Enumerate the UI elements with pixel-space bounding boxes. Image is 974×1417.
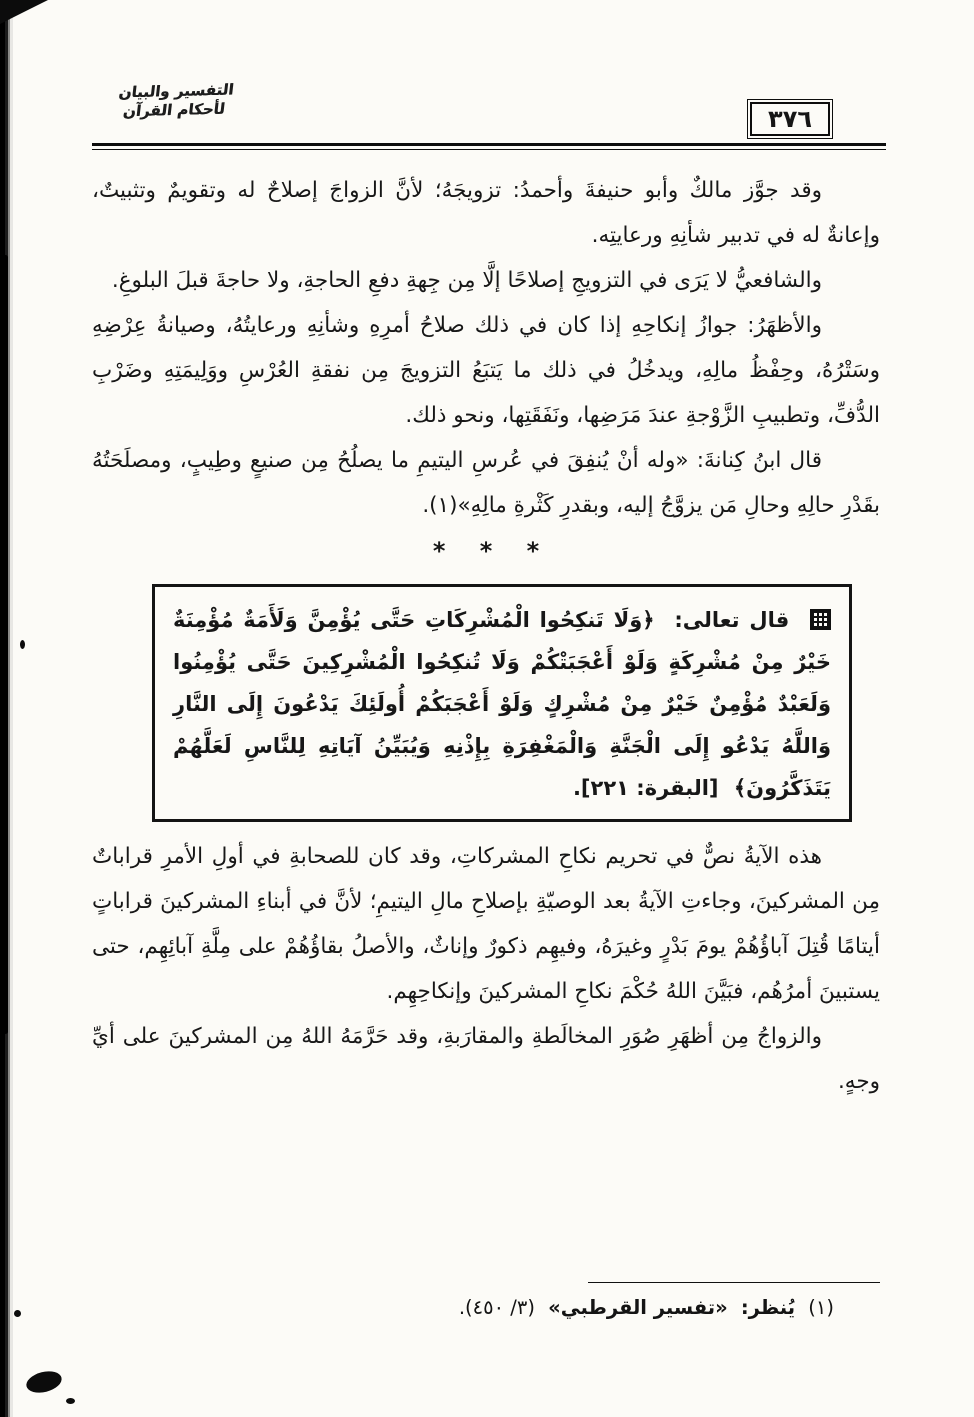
scan-speck [66, 1398, 75, 1404]
paragraph-1: وقد جوَّز مالكٌ وأبو حنيفةَ وأحمدُ: تزويجَهُ؛ لأنَّ الزواجَ إصلاحٌ له وتقويمٌ وتثبيتٌ، وإعانةٌ له في تدبير شأنِهِ ورعايتِه. [92, 178, 880, 248]
verse-intro: قال تعالى: [674, 608, 790, 632]
paragraph-6: والزواجُ مِن أظهَرِ صُوَرِ المخالَطةِ والمقارَبةِ، وقد حَرَّمَهُ اللهُ مِن المشركينَ على أيِّ وجهٍ. [92, 1024, 880, 1094]
book-title-calligraphy: التفسير والبيان لأحكام القرآن [117, 80, 235, 121]
scan-speck [0, 0, 48, 24]
quran-ornament-icon [810, 609, 831, 630]
paragraph-2: والشافعيُّ لا يَرَى في التزويجِ إصلاحًا إلَّا مِن جِهةِ دفعِ الحاجةِ، ولا حاجةَ قبلَ البلوغِ. [111, 268, 822, 293]
footnote [92, 1294, 880, 1322]
scan-speck [24, 1368, 64, 1396]
footnote-pages: (٣/ ٤٥٠). [458, 1296, 535, 1319]
quran-verse-box [152, 584, 852, 822]
scan-speck [20, 640, 25, 649]
paragraph-5: هذه الآيةُ نصٌّ في تحريم نكاحِ المشركاتِ، وقد كان للصحابةِ في أولِ الأمرِ قراباتٌ مِن المشركينَ، وجاءتِ الآيةُ بعد الوصيّةِ بإصلاحِ مالِ اليتيمِ؛ لأنَّ في أبناءِ المشركينَ قراباتٍ أيتامًا قُتِلَ آباؤُهُمْ يومَ بَدْرٍ وغيرَهُ، وفيهِم ذكورٌ وإناثٌ، والأصلُ بقاؤُهُمْ على مِلَّةِ آبائِهِم، حتى يستبينَ أمرُهُم، فبَيَّنَ اللهُ حُكْمَ نكاحِ المشركينَ وإنكاحِهِم. [92, 844, 880, 1004]
page-body [92, 168, 880, 1278]
scan-binding-artifact [0, 0, 13, 1417]
verse-reference: [البقرة: ٢٢١]. [572, 776, 719, 800]
footnote-label: يُنظر: [740, 1296, 796, 1319]
verse-text: ﴿وَلَا تَنكِحُوا الْمُشْرِكَاتِ حَتَّى يُؤْمِنَّ وَلَأَمَةٌ مُؤْمِنَةٌ خَيْرٌ مِنْ مُشْرِكَةٍ وَلَوْ أَعْجَبَتْكُمْ وَلَا تُنكِحُوا الْمُشْرِكِينَ حَتَّى يُؤْمِنُوا وَلَعَبْدٌ مُؤْمِنٌ خَيْرٌ مِنْ مُشْرِكٍ وَلَوْ أَعْجَبَكُمْ أُولَئِكَ يَدْعُونَ إِلَى النَّارِ وَاللَّهُ يَدْعُو إِلَى الْجَنَّةِ وَالْمَغْفِرَةِ بِإِذْنِهِ وَيُبَيِّنُ آيَاتِهِ لِلنَّاسِ لَعَلَّهُمْ يَتَذَكَّرُونَ﴾ [173, 608, 831, 800]
section-separator: * * * [432, 537, 540, 565]
paragraph-3: والأظهَرُ: جوازُ إنكاحِهِ إذا كان في ذلك صلاحُ أمرِهِ وشأنِهِ ورعايتُهُ، وصيانةُ عِرْضِهِ وسَتْرُهُ، وحِفْظُ مالِهِ، ويدخُلُ في ذلك ما يَتبَعُ التزويجَ مِن نفقةِ العُرْسِ ووَلِيمَتِهِ وضَرْبِ الدُّفِّ، وتطبيبِ الزَّوْجةِ عندَ مَرَضِها، ونَفَقَتِها، ونحو ذلك. [92, 313, 880, 428]
header-divider [92, 143, 886, 150]
scan-speck [14, 1310, 21, 1317]
footnote-marker: (١) [808, 1296, 834, 1319]
footnote-divider [588, 1282, 880, 1283]
footnote-source: «تفسير القرطبي» [548, 1296, 728, 1319]
page-number-badge [750, 102, 830, 136]
page-number: ٣٧٦ [768, 105, 812, 133]
footnote-section [92, 1282, 880, 1322]
page-header [92, 80, 884, 142]
paragraph-4: قال ابنُ كِنانةَ: «وله أنْ يُنفِقَ في عُرسِ اليتيمِ ما يصلُحُ مِن صنيعٍ وطِيبٍ، ومصلَحَتُهُ بقَدْرِ حالِهِ وحالِ مَن يزوَّجُ إليه، وبقدرِ كَثْرةِ مالِهِ»(١). [92, 448, 880, 518]
